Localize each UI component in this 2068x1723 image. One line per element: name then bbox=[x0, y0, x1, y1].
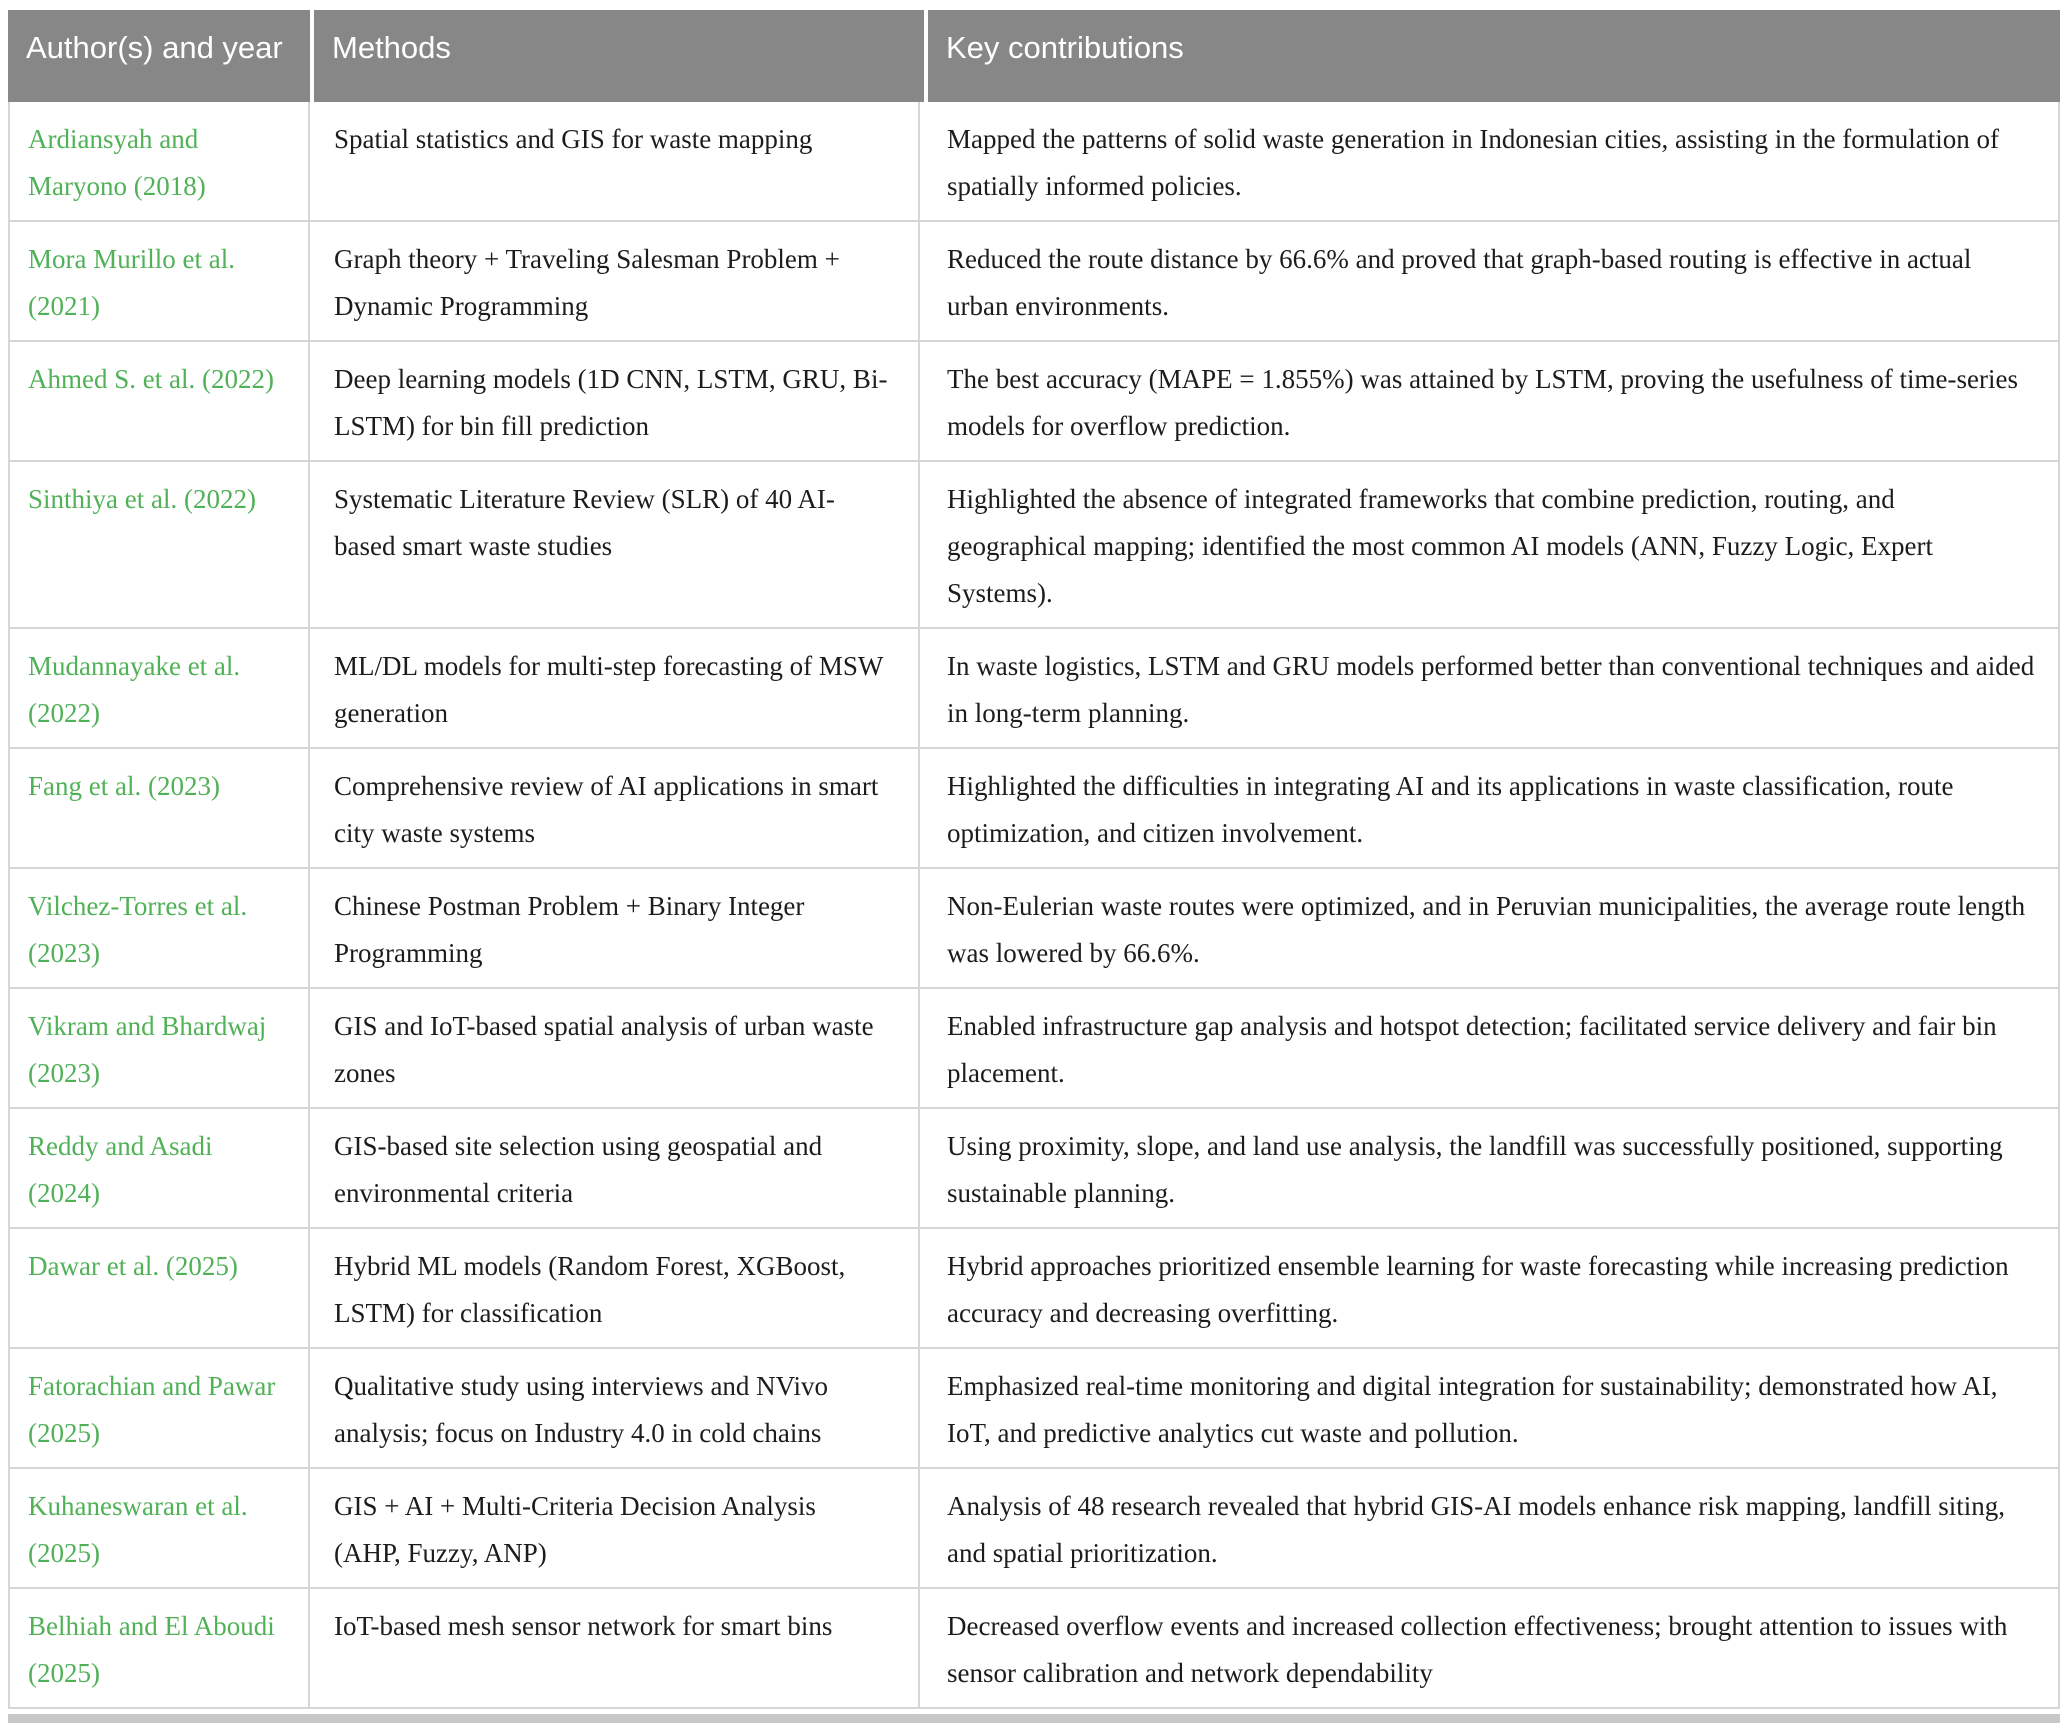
methods-cell: Hybrid ML models (Random Forest, XGBoost, LSTM) for classification bbox=[310, 1229, 920, 1347]
author-citation-link[interactable]: Dawar et al. (2025) bbox=[10, 1229, 310, 1347]
methods-cell: Chinese Postman Problem + Binary Integer Programming bbox=[310, 869, 920, 987]
author-citation-link[interactable]: Kuhaneswaran et al. (2025) bbox=[10, 1469, 310, 1587]
author-citation-link[interactable]: Vilchez-Torres et al. (2023) bbox=[10, 869, 310, 987]
contributions-cell: Decreased overflow events and increased collection effectiveness; brought attention to issues with sensor calibration and network dependability bbox=[947, 1611, 2008, 1688]
table-row bbox=[10, 1589, 2058, 1709]
contributions-cell: Using proximity, slope, and land use analysis, the landfill was successfully positioned, supporting sustainable planning. bbox=[947, 1131, 2003, 1208]
author-citation-link[interactable]: Fatorachian and Pawar (2025) bbox=[10, 1349, 310, 1467]
contributions-cell: Analysis of 48 research revealed that hybrid GIS-AI models enhance risk mapping, landfill siting, and spatial prioritization. bbox=[947, 1491, 2005, 1568]
contributions-cell: Emphasized real-time monitoring and digital integration for sustainability; demonstrated how AI, IoT, and predictive analytics cut waste and pollution. bbox=[947, 1371, 1998, 1448]
methods-cell: Systematic Literature Review (SLR) of 40 AI-based smart waste studies bbox=[310, 462, 920, 627]
contributions-cell: Non-Eulerian waste routes were optimized, and in Peruvian municipalities, the average route length was lowered by 66.6%. bbox=[947, 891, 2026, 968]
author-citation-link[interactable]: Mora Murillo et al. (2021) bbox=[10, 222, 310, 340]
methods-cell: Deep learning models (1D CNN, LSTM, GRU, Bi-LSTM) for bin fill prediction bbox=[310, 342, 920, 460]
author-citation-link[interactable]: Vikram and Bhardwaj (2023) bbox=[10, 989, 310, 1107]
table-row bbox=[10, 1229, 2058, 1349]
table-header-row bbox=[8, 10, 2060, 102]
contributions-cell: Highlighted the difficulties in integrating AI and its applications in waste classification, route optimization, and citizen involvement. bbox=[947, 771, 1954, 848]
table-row bbox=[10, 629, 2058, 749]
contributions-cell: Reduced the route distance by 66.6% and proved that graph-based routing is effective in actual urban environments. bbox=[947, 244, 1972, 321]
table-row bbox=[10, 749, 2058, 869]
author-citation-link[interactable]: Sinthiya et al. (2022) bbox=[10, 462, 310, 627]
table-row bbox=[10, 102, 2058, 222]
literature-review-table bbox=[8, 10, 2060, 1723]
author-citation-link[interactable]: Mudannayake et al. (2022) bbox=[10, 629, 310, 747]
contributions-cell: Enabled infrastructure gap analysis and hotspot detection; facilitated service delivery and fair bin placement. bbox=[947, 1011, 1997, 1088]
methods-cell: Spatial statistics and GIS for waste mapping bbox=[310, 102, 920, 220]
table-row bbox=[10, 342, 2058, 462]
contributions-cell: The best accuracy (MAPE = 1.855%) was attained by LSTM, proving the usefulness of time-series models for overflow prediction. bbox=[947, 364, 2018, 441]
header-cell-authors: Author(s) and year bbox=[8, 10, 310, 102]
header-cell-contributions: Key contributions bbox=[928, 10, 2060, 102]
table-row bbox=[10, 989, 2058, 1109]
author-citation-link[interactable]: Fang et al. (2023) bbox=[10, 749, 310, 867]
contributions-cell: In waste logistics, LSTM and GRU models performed better than conventional techniques and aided in long-term planning. bbox=[947, 651, 2035, 728]
table-row bbox=[10, 222, 2058, 342]
contributions-cell: Highlighted the absence of integrated frameworks that combine prediction, routing, and geographical mapping; identified the most common AI models (ANN, Fuzzy Logic, Expert Systems). bbox=[947, 484, 1934, 608]
methods-cell: Graph theory + Traveling Salesman Problem + Dynamic Programming bbox=[310, 222, 920, 340]
table-row bbox=[10, 1469, 2058, 1589]
table-row bbox=[10, 462, 2058, 629]
author-citation-link[interactable]: Belhiah and El Aboudi (2025) bbox=[10, 1589, 310, 1707]
methods-cell: Qualitative study using interviews and NVivo analysis; focus on Industry 4.0 in cold chains bbox=[310, 1349, 920, 1467]
methods-cell: Comprehensive review of AI applications in smart city waste systems bbox=[310, 749, 920, 867]
methods-cell: GIS + AI + Multi-Criteria Decision Analysis (AHP, Fuzzy, ANP) bbox=[310, 1469, 920, 1587]
methods-cell: GIS and IoT-based spatial analysis of urban waste zones bbox=[310, 989, 920, 1107]
header-cell-methods: Methods bbox=[314, 10, 924, 102]
methods-cell: IoT-based mesh sensor network for smart bins bbox=[310, 1589, 920, 1707]
contributions-cell: Hybrid approaches prioritized ensemble learning for waste forecasting while increasing prediction accuracy and decreasing overfitting. bbox=[947, 1251, 2009, 1328]
author-citation-link[interactable]: Ardiansyah and Maryono (2018) bbox=[10, 102, 310, 220]
table-bottom-rule bbox=[8, 1714, 2060, 1723]
author-citation-link[interactable]: Ahmed S. et al. (2022) bbox=[10, 342, 310, 460]
table-row bbox=[10, 869, 2058, 989]
table-body bbox=[8, 102, 2060, 1709]
author-citation-link[interactable]: Reddy and Asadi (2024) bbox=[10, 1109, 310, 1227]
contributions-cell: Mapped the patterns of solid waste generation in Indonesian cities, assisting in the formulation of spatially informed policies. bbox=[947, 124, 2000, 201]
methods-cell: ML/DL models for multi-step forecasting of MSW generation bbox=[310, 629, 920, 747]
table-row bbox=[10, 1109, 2058, 1229]
methods-cell: GIS-based site selection using geospatial and environmental criteria bbox=[310, 1109, 920, 1227]
table-row bbox=[10, 1349, 2058, 1469]
